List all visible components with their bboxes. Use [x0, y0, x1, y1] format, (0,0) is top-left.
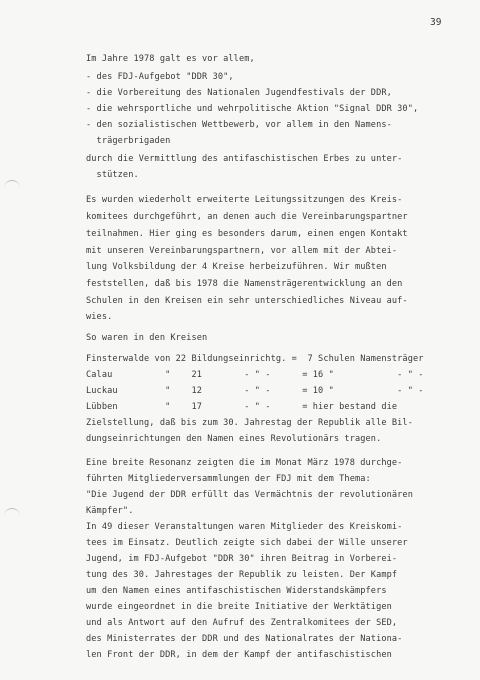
text-line: len Front der DDR, in dem der Kampf der antifaschistischen — [86, 650, 392, 660]
text-line: wies. — [86, 312, 113, 322]
text-line: - des FDJ-Aufgebot "DDR 30", — [86, 72, 234, 82]
text-line: wurde eingeordnet in die breite Initiative der Werktätigen — [86, 602, 392, 612]
text-line: lung Volksbildung der 4 Kreise herbeizuführen. Wir mußten — [86, 262, 387, 272]
text-line: dungseinrichtungen den Namen eines Revolutionärs tragen. — [86, 434, 382, 444]
text-line: Es wurden wiederholt erweiterte Leitungssitzungen des Kreis- — [86, 195, 403, 205]
text-line: Jugend, im FDJ-Aufgebot "DDR 30" ihren Beitrag in Vorberei- — [86, 554, 398, 564]
text-line: "Die Jugend der DDR erfüllt das Vermächtnis der revolutionären — [86, 490, 413, 500]
text-line: Kämpfer". — [86, 506, 134, 516]
text-line: Eine breite Resonanz zeigten die im Monat März 1978 durchge- — [86, 458, 403, 468]
text-line: Schulen in den Kreisen ein sehr unterschiedliches Niveau auf- — [86, 296, 408, 306]
text-line: Im Jahre 1978 galt es vor allem, — [86, 54, 255, 64]
text-line: - die wehrsportliche und wehrpolitische Aktion "Signal DDR 30", — [86, 104, 419, 114]
text-line: Zielstellung, daß bis zum 30. Jahrestag der Republik alle Bil- — [86, 418, 413, 428]
text-line: des Ministerrates der DDR und des Nationalrates der Nationa- — [86, 634, 403, 644]
text-line: stützen. — [86, 170, 139, 180]
table-row: Lübben " 17 - " - = hier bestand die — [86, 402, 398, 412]
text-line: teilnahmen. Hier ging es besonders darum, einen engen Kontakt — [86, 229, 408, 239]
table-row: Finsterwalde von 22 Bildungseinrichtg. = 7 Schulen Namensträger — [86, 354, 424, 364]
text-line: und als Antwort auf den Aufruf des Zentralkomitees der SED, — [86, 618, 398, 628]
text-line: So waren in den Kreisen — [86, 333, 208, 343]
table-row: Luckau " 12 - " - = 10 " - " - — [86, 386, 424, 396]
page-number: 39 — [430, 17, 442, 28]
text-line: In 49 dieser Veranstaltungen waren Mitglieder des Kreiskomi- — [86, 522, 403, 532]
text-line: führten Mitgliederversammlungen der FDJ mit dem Thema: — [86, 474, 371, 484]
text-line: feststellen, daß bis 1978 die Namensträgerentwicklung an den — [86, 279, 403, 289]
text-line: tees im Einsatz. Deutlich zeigte sich dabei der Wille unserer — [86, 538, 408, 548]
table-row: Calau " 21 - " - = 16 " - " - — [86, 370, 424, 380]
text-line: um den Namen eines antifaschistischen Widerstandskämpfers — [86, 586, 387, 596]
text-line: - den sozialistischen Wettbewerb, vor allem in den Namens- — [86, 120, 392, 130]
text-line: - die Vorbereitung des Nationalen Jugendfestivals der DDR, — [86, 88, 392, 98]
punch-hole-mark — [0, 180, 22, 190]
punch-hole-mark — [0, 508, 22, 518]
text-line: komitees durchgeführt, an denen auch die Vereinbarungspartner — [86, 212, 408, 222]
text-line: durch die Vermittlung des antifaschistischen Erbes zu unter- — [86, 154, 403, 164]
text-line: mit unseren Vereinbarungspartnern, vor allem mit der Abtei- — [86, 246, 398, 256]
text-line: trägerbrigaden — [86, 136, 171, 146]
text-line: tung des 30. Jahrestages der Republik zu leisten. Der Kampf — [86, 570, 398, 580]
